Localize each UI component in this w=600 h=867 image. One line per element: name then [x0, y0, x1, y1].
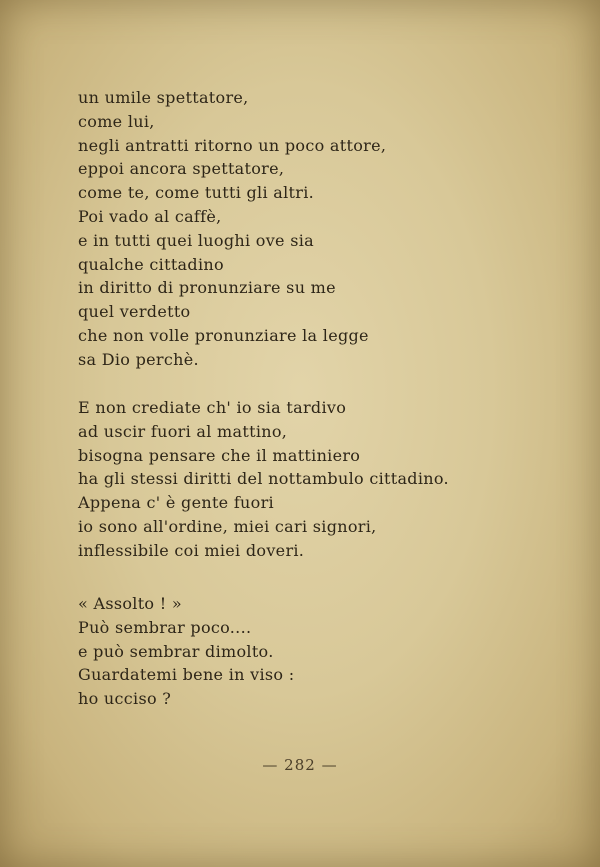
poem-line: Appena c' è gente fuori — [78, 493, 274, 513]
poem-line: ha gli stessi diritti del nottambulo cittadino. — [78, 469, 449, 489]
poem-line: un umile spettatore, — [78, 88, 249, 107]
poem-stanza-1 — [78, 86, 386, 372]
poem-line: Può sembrar poco.... — [78, 617, 252, 637]
poem-line: ho ucciso ? — [78, 689, 172, 709]
poem-line: sa Dio perchè. — [78, 349, 199, 369]
poem-line: bisogna pensare che il mattiniero — [78, 445, 361, 465]
poem-line: ad uscir fuori al mattino, — [78, 421, 288, 441]
poem-line: Guardatemi bene in viso : — [78, 665, 295, 685]
poem-line: e può sembrar dimolto. — [78, 641, 274, 661]
poem-line: eppoi ancora spettatore, — [78, 159, 285, 179]
poem-stanza-3 — [78, 592, 294, 711]
poem-line: io sono all'ordine, miei cari signori, — [78, 516, 377, 536]
poem-line: come lui, — [78, 111, 155, 131]
poem-line: « Assolto ! » — [78, 594, 182, 613]
poem-line: in diritto di pronunziare su me — [78, 278, 336, 298]
poem-line: quel verdetto — [78, 302, 191, 322]
poem-line: negli antratti ritorno un poco attore, — [78, 135, 387, 155]
poem-stanza-2 — [78, 396, 449, 563]
poem-line: che non volle pronunziare la legge — [78, 325, 369, 345]
poem-line: e in tutti quei luoghi ove sia — [78, 230, 314, 250]
poem-line: Poi vado al caffè, — [78, 206, 222, 226]
page-number: — 282 — — [262, 756, 338, 774]
poem-line: E non crediate ch' io sia tardivo — [78, 398, 347, 417]
poem-line: inflessibile coi miei doveri. — [78, 540, 305, 560]
poem-line: qualche cittadino — [78, 254, 224, 274]
poem-line: come te, come tutti gli altri. — [78, 183, 315, 203]
